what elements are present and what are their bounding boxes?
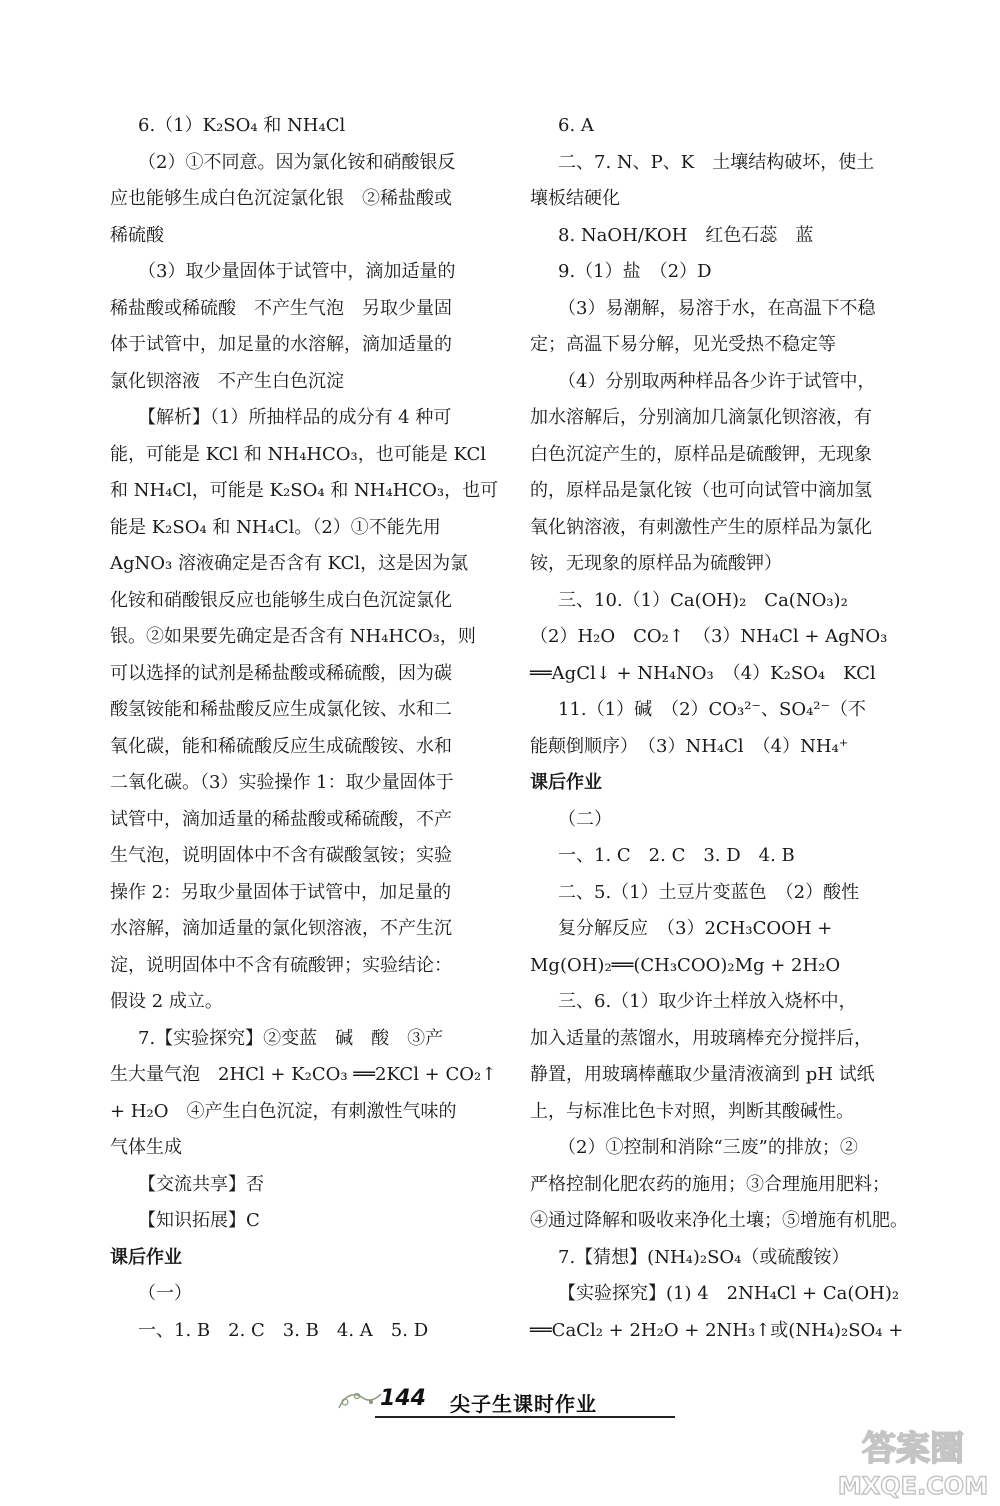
answer-line: 操作 2：另取少量固体于试管中，加足量的 — [110, 881, 452, 903]
answer-line: 上，与标准比色卡对照，判断其酸碱性。 — [530, 1100, 854, 1122]
answer-line: 稀盐酸或稀硫酸 不产生气泡 另取少量固 — [110, 297, 452, 319]
answer-line: （二） — [558, 808, 612, 830]
answer-line: 三、6.（1）取少许土样放入烧杯中， — [558, 991, 857, 1012]
right-answer-column — [530, 108, 915, 1349]
answer-line: 【解析】（1）所抽样品的成分有 4 种可 — [138, 407, 452, 428]
answer-line: （2）H₂O CO₂↑ （3）NH₄Cl + AgNO₃ — [530, 626, 888, 647]
answer-line: 生气泡，说明固体中不含有碳酸氢铵；实验 — [110, 845, 452, 866]
answer-line: 二、7. N、P、K 土壤结构破坏，使土 — [558, 151, 875, 173]
answer-line: 7.【猜想】(NH₄)₂SO₄（或硫酸铵） — [558, 1246, 850, 1268]
svg-text:MXQE.COM: MXQE.COM — [837, 1472, 989, 1500]
answer-line: （一） — [138, 1283, 192, 1304]
answer-line: 稀硫酸 — [110, 224, 164, 246]
answer-line: 定；高温下易分解，见光受热不稳定等 — [530, 334, 836, 355]
answer-line: 11.（1）碱 （2）CO₃²⁻、SO₄²⁻（不 — [558, 699, 867, 720]
answer-line: 能颠倒顺序） （3）NH₄Cl （4）NH₄⁺ — [530, 735, 849, 757]
answer-line: 加水溶解后，分别滴加几滴氯化钡溶液，有 — [530, 407, 872, 428]
answer-line: （3）取少量固体于试管中，滴加适量的 — [138, 261, 456, 282]
answer-line: 【交流共享】否 — [138, 1173, 264, 1195]
answer-line: 氯化钡溶液 不产生白色沉淀 — [110, 370, 344, 392]
answer-line: 假设 2 成立。 — [110, 991, 223, 1012]
answer-line: 【知识拓展】C — [138, 1210, 260, 1231]
page-number: 144 — [380, 1386, 426, 1411]
answer-line: ══AgCl↓ + NH₄NO₃ （4）K₂SO₄ KCl — [530, 662, 876, 684]
answer-line: （3）易潮解，易溶于水，在高温下不稳 — [558, 297, 876, 319]
answer-line: 气体生成 — [110, 1137, 182, 1158]
answer-line: 的，原样品是氯化铵（也可向试管中滴加氢 — [530, 480, 872, 501]
section-heading: 课后作业 — [530, 772, 602, 793]
answer-line: 铵，无现象的原样品为硫酸钾） — [530, 553, 782, 574]
answer-line: 9.（1）盐 （2）D — [558, 261, 712, 282]
answer-line: （2）①控制和消除“三废”的排放；② — [558, 1137, 858, 1158]
answer-line: 6.（1）K₂SO₄ 和 NH₄Cl — [138, 115, 346, 136]
answer-line: 严格控制化肥农药的施用；③合理施用肥料； — [530, 1173, 890, 1195]
answer-line: 加入适量的蒸馏水，用玻璃棒充分搅拌后， — [530, 1027, 872, 1049]
answer-line: 淀，说明固体中不含有硫酸钾；实验结论： — [110, 954, 452, 976]
answer-line: 酸氢铵能和稀盐酸反应生成氯化铵、水和二 — [110, 699, 452, 720]
answer-line: （2）①不同意。因为氯化铵和硝酸银反 — [138, 151, 456, 173]
left-answer-column — [110, 108, 499, 1349]
answer-line: 三、10.（1）Ca(OH)₂ Ca(NO₃)₂ — [558, 589, 848, 611]
answer-line: 应也能够生成白色沉淀氯化银 ②稀盐酸或 — [110, 188, 452, 209]
answer-line: ══CaCl₂ + 2H₂O + 2NH₃↑或(NH₄)₂SO₄ + — [530, 1319, 904, 1341]
page-footer — [335, 1382, 680, 1422]
answer-line: 氧化碳，能和稀硫酸反应生成硫酸铵、水和 — [110, 735, 452, 757]
answer-line: 7.【实验探究】②变蓝 碱 酸 ③产 — [138, 1027, 444, 1049]
footer-rule — [375, 1416, 675, 1418]
answer-line: 壤板结硬化 — [530, 188, 620, 209]
answer-line: 二氧化碳。（3）实验操作 1：取少量固体于 — [110, 772, 454, 793]
svg-text:答案圈: 答案圈 — [862, 1429, 964, 1469]
answer-line: + H₂O ④产生白色沉淀，有刺激性气味的 — [110, 1100, 457, 1122]
watermark-logo — [832, 1418, 994, 1502]
answer-line: 氧化钠溶液，有刺激性产生的原样品为氯化 — [530, 516, 872, 538]
answer-line: 能，可能是 KCl 和 NH₄HCO₃，也可能是 KCl — [110, 443, 486, 465]
answer-line: 和 NH₄Cl，可能是 K₂SO₄ 和 NH₄HCO₃，也可 — [110, 480, 499, 501]
answer-line: AgNO₃ 溶液确定是否含有 KCl，这是因为氯 — [110, 553, 469, 574]
answer-line: 水溶解，滴加适量的氯化钡溶液，不产生沉 — [110, 918, 452, 939]
answer-line: 静置，用玻璃棒蘸取少量清液滴到 pH 试纸 — [530, 1064, 875, 1085]
answer-line: 复分解反应 （3）2CH₃COOH + — [558, 918, 833, 939]
answer-line: 生大量气泡 2HCl + K₂CO₃ ══2KCl + CO₂↑ — [110, 1064, 497, 1085]
answer-line: （4）分别取两种样品各少许于试管中， — [558, 370, 876, 392]
answer-line: 体于试管中，加足量的水溶解，滴加适量的 — [110, 334, 452, 355]
answer-line: ④通过降解和吸收来净化土壤；⑤增施有机肥。 — [530, 1210, 908, 1231]
answer-line: 二、5.（1）土豆片变蓝色 （2）酸性 — [558, 881, 860, 903]
answer-line: 一、1. B 2. C 3. B 4. A 5. D — [138, 1319, 429, 1341]
answer-line: 可以选择的试剂是稀盐酸或稀硫酸，因为碳 — [110, 662, 452, 684]
answer-line: 一、1. C 2. C 3. D 4. B — [558, 845, 795, 866]
vine-ornament-icon — [335, 1384, 385, 1418]
answer-line: Mg(OH)₂══(CH₃COO)₂Mg + 2H₂O — [530, 954, 841, 976]
answer-line: 能是 K₂SO₄ 和 NH₄Cl。（2）①不能先用 — [110, 516, 441, 538]
answer-line: 化铵和硝酸银反应也能够生成白色沉淀氯化 — [110, 589, 452, 611]
section-heading: 课后作业 — [110, 1246, 182, 1268]
answer-line: 8. NaOH/KOH 红色石蕊 蓝 — [558, 224, 814, 246]
answer-line: 银。②如果要先确定是否含有 NH₄HCO₃，则 — [110, 626, 476, 647]
answer-line: 【实验探究】(1) 4 2NH₄Cl + Ca(OH)₂ — [558, 1283, 900, 1304]
answer-line: 6. A — [558, 115, 594, 136]
answer-line: 白色沉淀产生的，原样品是硫酸钾，无现象 — [530, 443, 872, 465]
answer-line: 试管中，滴加适量的稀盐酸或稀硫酸，不产 — [110, 808, 452, 830]
book-title: 尖子生课时作业 — [450, 1392, 597, 1416]
